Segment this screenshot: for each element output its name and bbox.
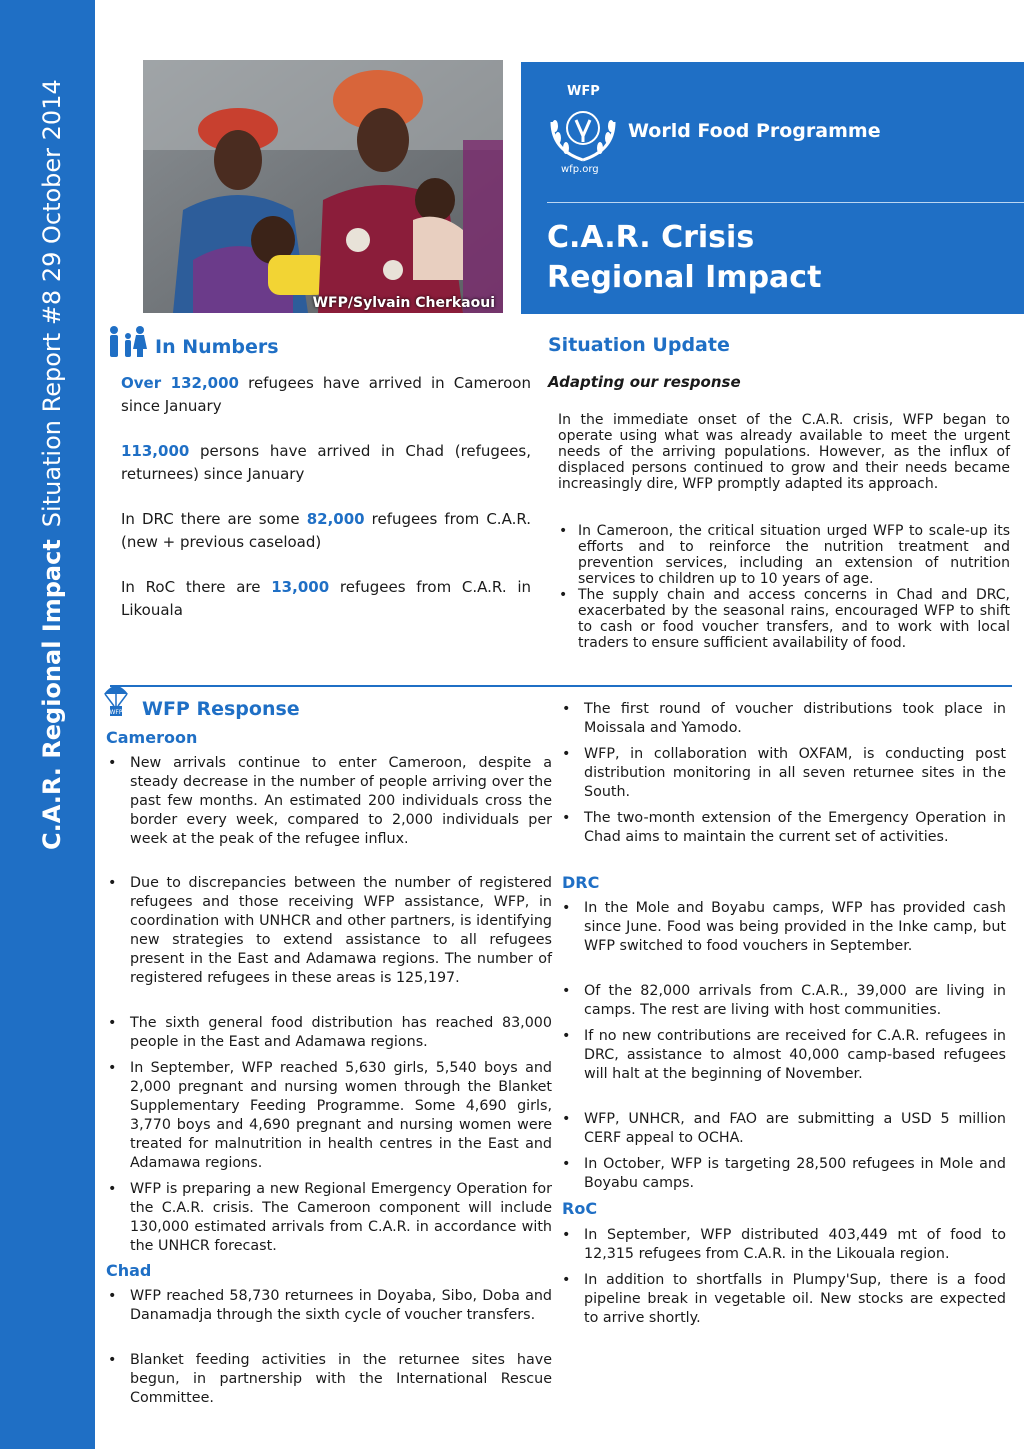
chad-heading: Chad — [106, 1261, 152, 1280]
list-item: • Of the 82,000 arrivals from C.A.R., 39,000 are living in camps. The rest are living with host communities. — [560, 982, 1006, 1020]
airdrop-parachute-icon — [102, 680, 130, 720]
number-item-chad: 113,000 persons have arrived in Chad (refugees, returnees) since January — [121, 442, 531, 483]
list-item: • WFP reached 58,730 returnees in Doyaba, Sibo, Doba and Danamadja through the sixth cycle of voucher transfers. — [106, 1287, 552, 1325]
list-item: • The supply chain and access concerns in Chad and DRC, exacerbated by the seasonal rains, encouraged WFP to shift to cash or food voucher transfers, and to work with local traders to ensure sufficient availability of food. — [558, 587, 1010, 651]
list-item: • The two-month extension of the Emergency Operation in Chad aims to maintain the current set of activities. — [560, 809, 1006, 847]
list-item: • The sixth general food distribution has reached 83,000 people in the East and Adamawa regions. — [106, 1014, 552, 1052]
photo-credit: WFP/Sylvain Cherkaoui — [312, 295, 495, 311]
situation-bullets — [558, 523, 1010, 651]
number-item-drc: In DRC there are some 82,000 refugees from C.A.R. (new + previous caseload) — [121, 510, 531, 551]
wfp-name: World Food Programme — [628, 120, 881, 142]
list-item: • New arrivals continue to enter Cameroon, despite a steady decrease in the number of people arriving over the past few months. An estimated 200 individuals cross the border every week, compared to 2,000 individuals per week at the peak of the refugee influx. — [106, 754, 552, 849]
wfp-emblem-icon — [546, 98, 620, 164]
roc-heading: RoC — [562, 1199, 598, 1218]
list-item: • In September, WFP distributed 403,449 mt of food to 12,315 refugees from C.A.R. in the Likouala region. — [560, 1226, 1006, 1264]
sidebar-band — [0, 0, 95, 1449]
list-item: • Due to discrepancies between the number of registered refugees and those receiving WFP assistance, WFP, in coordination with UNHCR and other partners, is identifying new strategies to extend assistance to all refugees present in the East and Adamawa regions. The number of registered refugees in these areas is 125,197. — [106, 874, 552, 988]
wfp-response-heading: WFP Response — [142, 698, 300, 720]
list-item: • Blanket feeding activities in the returnee sites have begun, in partnership with the International Rescue Committee. — [106, 1351, 552, 1408]
banner-divider — [547, 202, 1024, 203]
list-item: • In the Mole and Boyabu camps, WFP has provided cash since June. Food was being provided in the Inke camp, but WFP switched to food vouchers in September. — [560, 899, 1006, 956]
wfp-website: wfp.org — [561, 164, 599, 175]
list-item: • The first round of voucher distributions took place in Moissala and Yamodo. — [560, 700, 1006, 738]
list-item: • In Cameroon, the critical situation urged WFP to scale-up its efforts and to reinforce the nutrition treatment and prevention services, including an extension of nutrition services to children up to 10 years of age. — [558, 523, 1010, 587]
cover-photo — [143, 60, 503, 313]
report-subtitle: Situation Report #8 29 October 2014 — [38, 79, 66, 528]
list-item: • In October, WFP is targeting 28,500 refugees in Mole and Boyabu camps. — [560, 1155, 1006, 1193]
list-item: • WFP, in collaboration with OXFAM, is conducting post distribution monitoring in all seven returnee sites in the South. — [560, 745, 1006, 802]
list-item: • In September, WFP reached 5,630 girls, 5,540 boys and 2,000 pregnant and nursing women through the Blanket Supplementary Feeding Programme. Some 4,690 girls, 3,770 boys and 4,690 pregnant and nursing women were treated for malnutrition in health centres in the East and Adamawa regions. — [106, 1059, 552, 1173]
svg-text:WFP: WFP — [109, 709, 123, 716]
list-item: • WFP is preparing a new Regional Emergency Operation for the C.A.R. crisis. The Cameroon component will include 130,000 estimated arrivals from C.A.R. in accordance with the UNHCR forecast. — [106, 1180, 552, 1256]
wfp-abbreviation: WFP — [567, 84, 600, 99]
header-banner — [521, 62, 1024, 314]
situation-paragraph: In the immediate onset of the C.A.R. crisis, WFP began to operate using what was already available to meet the urgent needs of the arriving populations. However, as the influx of displaced persons continued to grow and their needs became increasingly dire, WFP promptly adapted its approach. — [558, 412, 1010, 492]
section-divider — [110, 685, 1012, 687]
list-item: • WFP, UNHCR, and FAO are submitting a USD 5 million CERF appeal to OCHA. — [560, 1110, 1006, 1148]
mothers-children-photo — [143, 60, 503, 313]
situation-update-heading: Situation Update — [548, 334, 730, 356]
list-item: • In addition to shortfalls in Plumpy'Sup, there is a food pipeline break in vegetable oil. New stocks are expected to arrive shortly. — [560, 1271, 1006, 1328]
sidebar-title: C.A.R. Regional ImpactSituation Report #8 29 October 2014 — [38, 79, 66, 850]
cameroon-heading: Cameroon — [106, 728, 198, 747]
drc-heading: DRC — [562, 873, 600, 892]
number-item-cameroon: Over 132,000 refugees have arrived in Cameroon since January — [121, 374, 531, 415]
situation-subheading: Adapting our response — [548, 373, 741, 391]
report-title: C.A.R. Crisis Regional Impact — [547, 220, 822, 295]
list-item: • If no new contributions are received for C.A.R. refugees in DRC, assistance to almost 40,000 camp-based refugees will halt at the beginning of November. — [560, 1027, 1006, 1084]
number-item-roc: In RoC there are 13,000 refugees from C.A.R. in Likouala — [121, 578, 532, 619]
people-icon — [106, 325, 148, 359]
in-numbers-heading: In Numbers — [155, 336, 279, 358]
